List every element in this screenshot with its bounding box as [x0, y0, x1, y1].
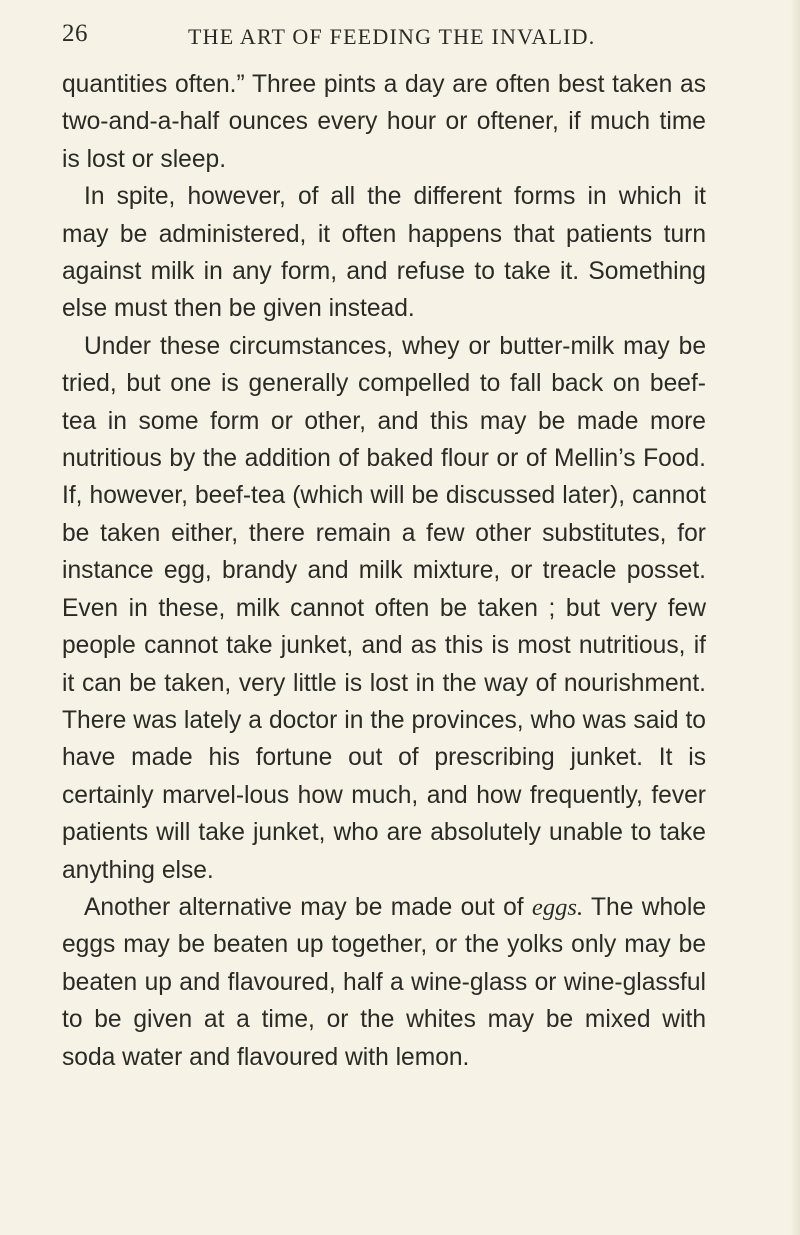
page-number: 26: [62, 20, 88, 47]
eggs-emphasis: eggs.: [531, 893, 584, 921]
body-text: [62, 66, 706, 1076]
paragraph-whey-beef-tea-junket: Under these circumstances, whey or butter-milk may be tried, but one is generally compelled to fall back on beef-tea in some form or other, and this may be made more nutritious by the addition of baked flour or of Mellin’s Food. If, however, beef-tea (which will be discussed later), cannot be taken either, there remain a few other substitutes, for instance egg, brandy and milk mixture, or treacle posset. Even in these, milk cannot often be taken ; but very few people cannot take junket, and as this is most nutritious, if it can be taken, very little is lost in the way of nourishment. There was lately a doctor in the provinces, who was said to have made his fortune out of prescribing junket. It is certainly marvel-lous how much, and how frequently, fever patients will take junket, who are absolutely unable to take anything else.: [62, 332, 706, 884]
paragraph-eggs: [62, 889, 706, 1076]
page-edge-shadow: [790, 0, 800, 1235]
paragraph-eggs-lead: Another alternative may be made out of: [84, 893, 532, 921]
running-head: [62, 20, 702, 54]
paragraph-eggs-rest: The whole eggs may be beaten up together, or the yolks only may be beaten up and flavoured, half a wine-glass or wine-glassful to be given at a time, or the whites may be mixed with soda water and flavoured with lemon.: [62, 893, 706, 1071]
paragraph-turn-against-milk: In spite, however, of all the different forms in which it may be administered, it often happens that patients turn against milk in any form, and refuse to take it. Something else must then be given instead.: [62, 183, 706, 323]
running-title: THE ART OF FEEDING THE INVALID.: [188, 24, 596, 49]
paragraph-milk-quantities: quantities often.” Three pints a day are often best taken as two-and-a-half ounces every hour or oftener, if much time is lost or sleep.: [62, 71, 706, 173]
